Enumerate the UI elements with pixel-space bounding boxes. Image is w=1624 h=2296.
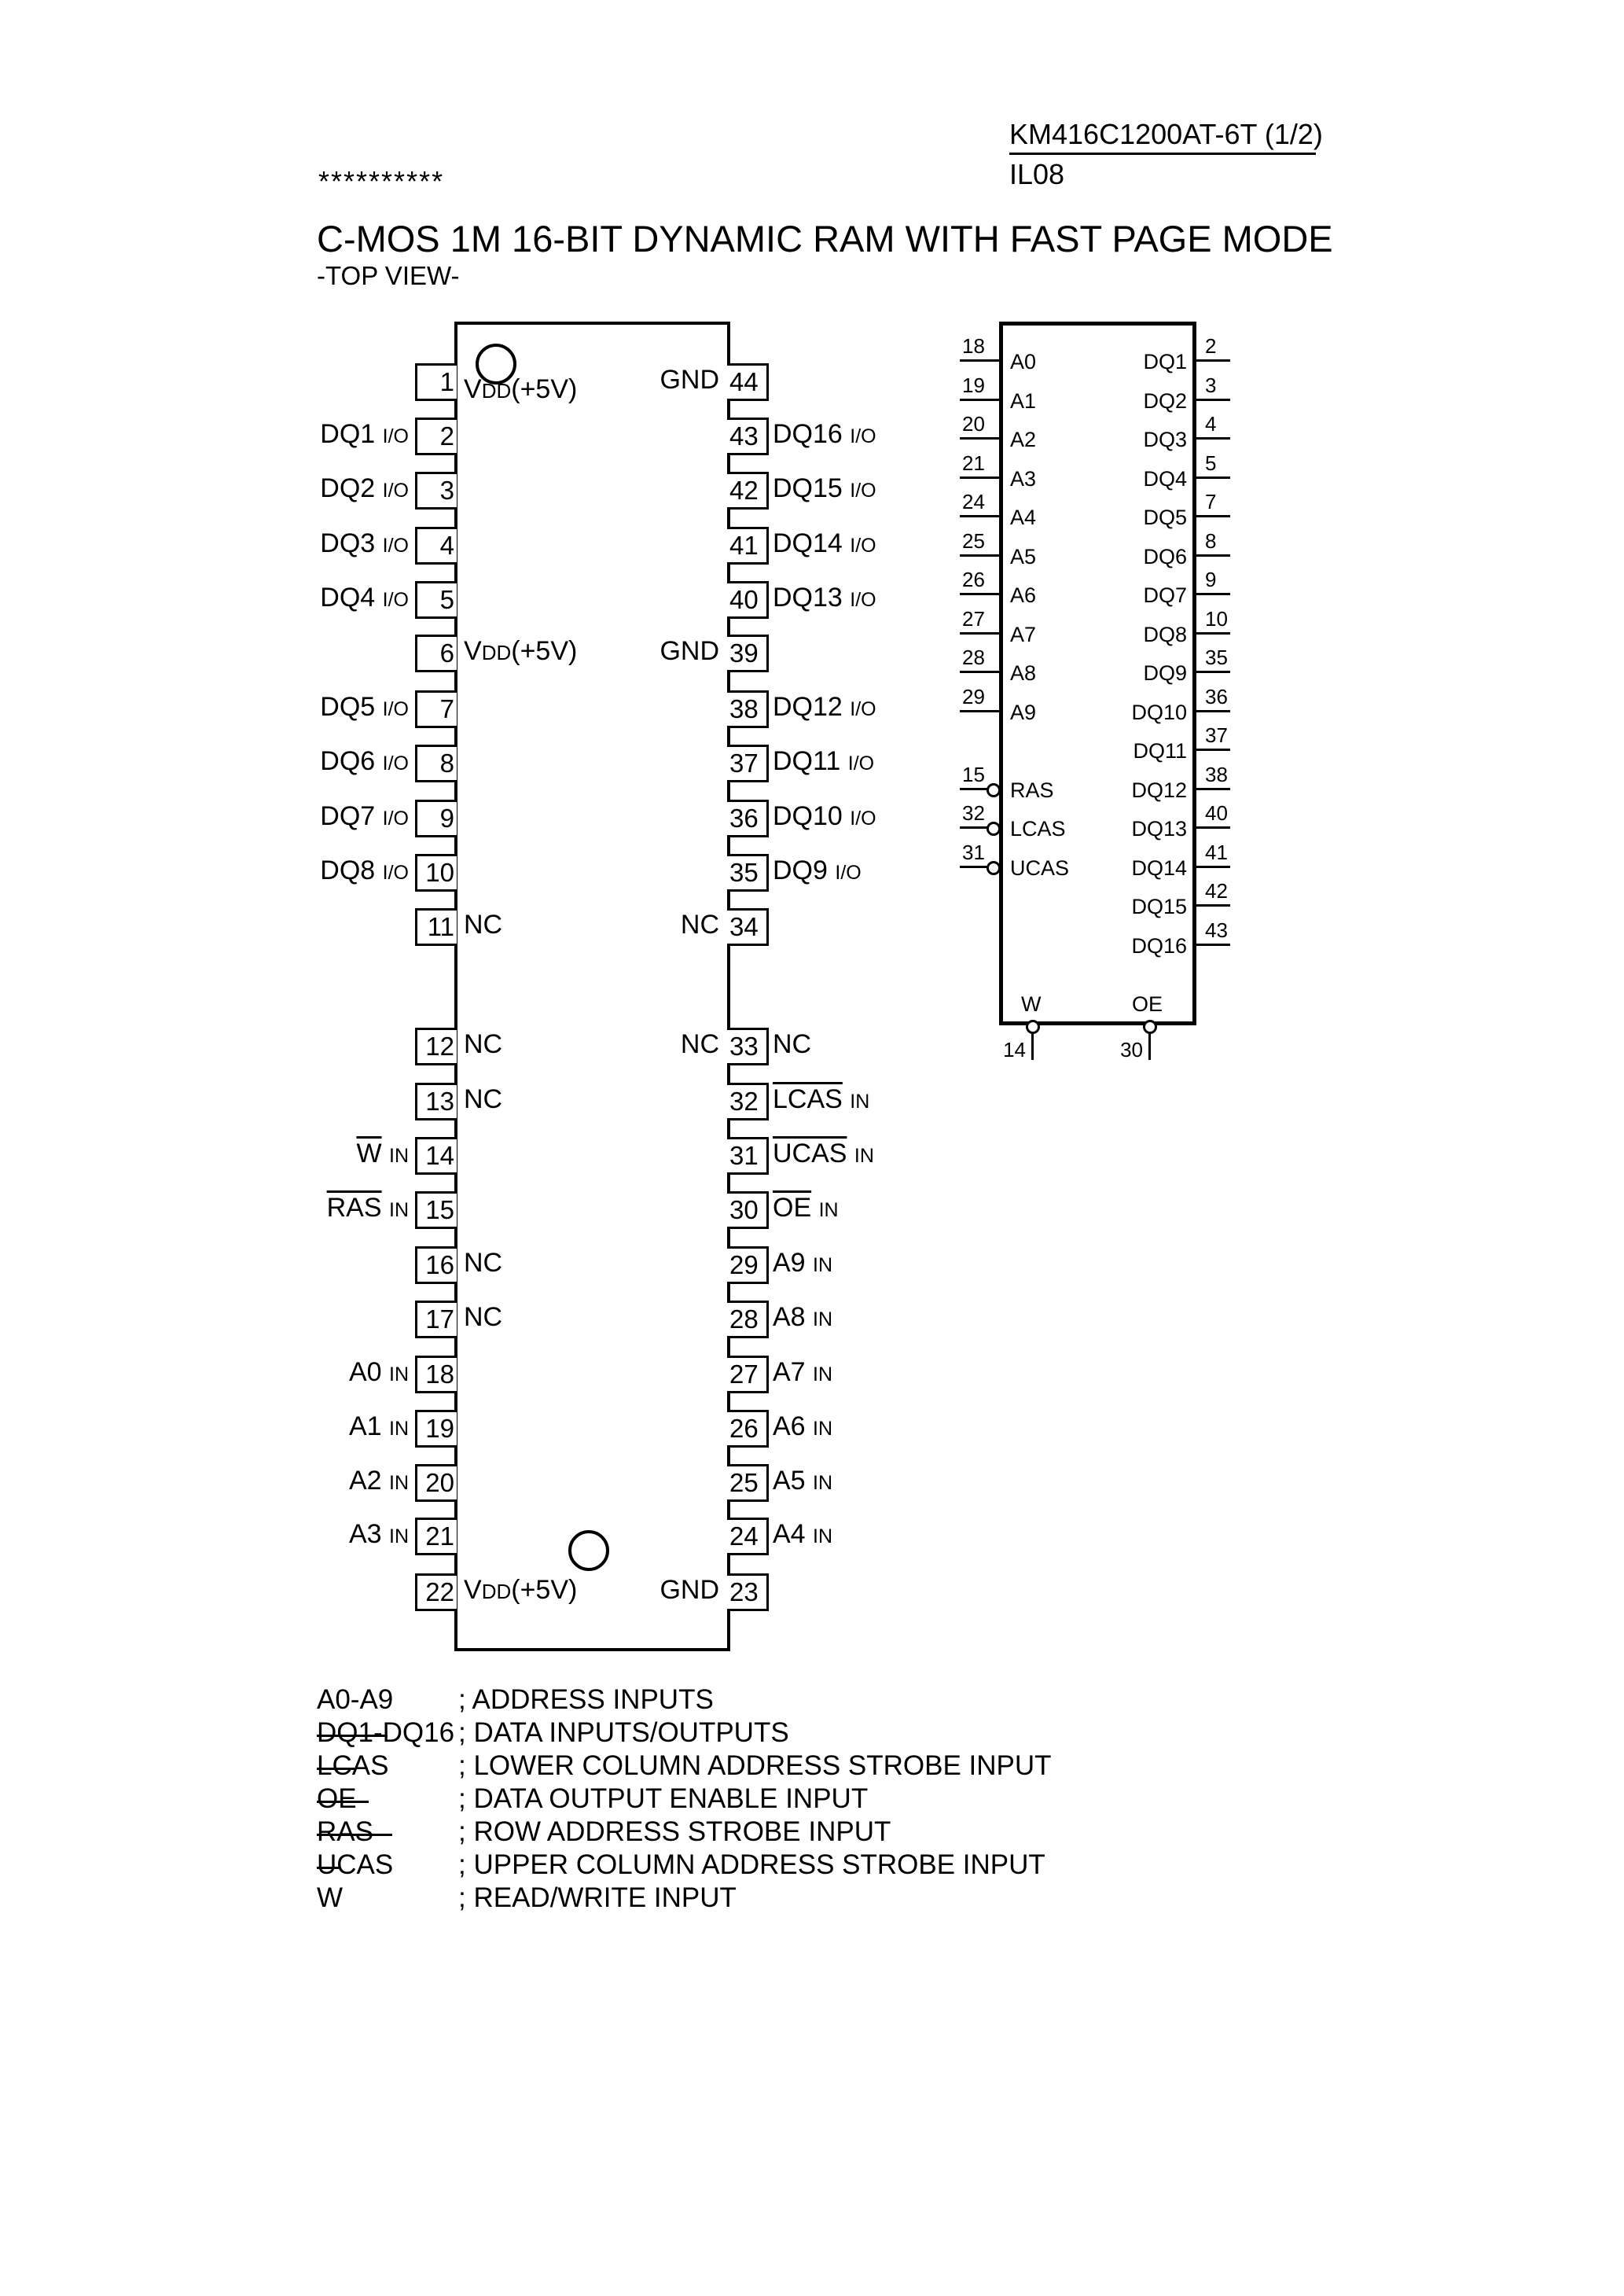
pin-18-box: 18 <box>415 1356 457 1393</box>
package-body <box>454 322 730 1651</box>
pin-direction: I/O <box>850 808 876 830</box>
left-pin-number: 25 <box>962 529 985 553</box>
pin-22-box: 22 <box>415 1573 457 1611</box>
right-pin-number: 5 <box>1205 451 1217 475</box>
left-signal-name: A9 <box>1010 701 1037 724</box>
view-subtitle: -TOP VIEW- <box>317 261 460 290</box>
right-signal-name: DQ16 <box>1131 934 1187 958</box>
legend-symbol: RAS <box>317 1816 373 1847</box>
pin-13-internal-label: NC <box>464 1084 503 1114</box>
right-pin-line-35 <box>1192 671 1230 673</box>
left-signal-name: A2 <box>1010 428 1037 451</box>
pin-direction: IN <box>818 1199 839 1221</box>
right-pin-number: 35 <box>1205 646 1228 669</box>
pin-signal-name: A0 <box>348 1357 382 1387</box>
pin-6-box: 6 <box>415 635 457 672</box>
pin-direction: IN <box>850 1091 870 1113</box>
legend-row <box>317 1683 1260 1716</box>
vdd-v: V <box>464 636 482 666</box>
legend-symbol: OE <box>317 1783 357 1814</box>
pin-37-label <box>773 745 874 780</box>
pin-signal-name: DQ1 <box>320 419 376 449</box>
pin-10-box: 10 <box>415 854 457 892</box>
pin-direction: IN <box>813 1308 833 1330</box>
left-signal-name: A0 <box>1010 350 1037 373</box>
active-low-overline <box>317 1768 355 1770</box>
pin-21-box: 21 <box>415 1518 457 1555</box>
left-pin-number: 29 <box>962 685 985 708</box>
left-pin-line-28 <box>960 671 999 673</box>
right-signal-name: DQ1 <box>1143 350 1187 373</box>
pin-signal-name: DQ8 <box>320 855 376 885</box>
pin-signal-name: $\overline{RAS}$ <box>326 1193 382 1223</box>
pin-30-label <box>773 1191 839 1227</box>
pin-3-box: 3 <box>415 472 457 510</box>
pin-direction: IN <box>813 1363 833 1385</box>
right-pin-line-43 <box>1192 944 1230 946</box>
pin-44-internal-label: GND <box>660 365 719 395</box>
right-pin-line-41 <box>1192 866 1230 868</box>
pin-direction: IN <box>389 1418 409 1440</box>
right-pin-line-42 <box>1192 904 1230 907</box>
right-signal-name: DQ8 <box>1143 623 1187 646</box>
left-pin-number: 24 <box>962 490 985 513</box>
active-low-overline <box>317 1867 339 1869</box>
pin-signal-name: A5 <box>773 1466 806 1496</box>
pin-9-label <box>320 800 409 835</box>
legend-symbol: UCAS <box>317 1849 394 1880</box>
pin-signal-name: LCAS <box>773 1084 843 1114</box>
legend-description: ; ROW ADDRESS STROBE INPUT <box>458 1816 891 1847</box>
right-pin-number: 7 <box>1205 490 1217 513</box>
pin-15-box: 15 <box>415 1191 457 1229</box>
pin-27-label <box>773 1356 832 1391</box>
left-pin-line-18 <box>960 359 999 362</box>
bottom-pin-line-14 <box>1031 1034 1034 1060</box>
right-pin-number: 37 <box>1205 723 1228 747</box>
legend-symbol: DQ1-DQ16 <box>317 1717 455 1748</box>
right-pin-line-38 <box>1192 788 1230 790</box>
right-pin-line-3 <box>1192 399 1230 401</box>
asterisk-marker: ********** <box>318 165 445 197</box>
pin-signal-name: $\overline{OE}$ <box>773 1193 812 1223</box>
pin-28-box: 28 <box>727 1301 769 1338</box>
pin-25-box: 25 <box>727 1464 769 1502</box>
vdd-subscript: DD <box>481 641 512 664</box>
pin-40-box: 40 <box>727 581 769 619</box>
pin-5-box: 5 <box>415 581 457 619</box>
left-signal-name: LCAS <box>1010 817 1066 841</box>
right-pin-number: 2 <box>1205 334 1217 358</box>
pin-44-box: 44 <box>727 363 769 401</box>
pin-signal-name: A1 <box>348 1411 382 1441</box>
pin-31-box: 31 <box>727 1137 769 1175</box>
left-pin-line-19 <box>960 399 999 401</box>
active-low-overline <box>317 1735 388 1737</box>
pin-34-box: 34 <box>727 908 769 946</box>
pin-33-label <box>773 1028 811 1061</box>
pin-43-box: 43 <box>727 418 769 455</box>
right-pin-line-8 <box>1192 554 1230 557</box>
right-pin-line-36 <box>1192 710 1230 712</box>
right-pin-number: 10 <box>1205 607 1228 631</box>
left-pin-number: 26 <box>962 568 985 591</box>
pin-11-internal-label: NC <box>464 910 503 940</box>
left-signal-name: A7 <box>1010 623 1037 646</box>
pin-4-box: 4 <box>415 527 457 565</box>
pin-signal-name: DQ5 <box>320 692 376 722</box>
pin-signal-name: A7 <box>773 1357 806 1387</box>
pin-38-box: 38 <box>727 690 769 728</box>
right-pin-number: 40 <box>1205 801 1228 825</box>
left-signal-name: A5 <box>1010 545 1037 568</box>
pin-27-box: 27 <box>727 1356 769 1393</box>
pin-20-label <box>349 1464 409 1499</box>
bottom-pin-line-30 <box>1148 1034 1151 1060</box>
pin-direction: I/O <box>850 480 876 502</box>
left-pin-line-20 <box>960 437 999 440</box>
left-pin-number: 32 <box>962 801 985 825</box>
vdd-voltage: (+5V) <box>511 1575 578 1605</box>
pin-28-label <box>773 1301 832 1336</box>
right-pin-line-40 <box>1192 826 1230 829</box>
pin-39-box: 39 <box>727 635 769 672</box>
pin-direction: I/O <box>382 698 409 720</box>
right-signal-name: DQ4 <box>1143 467 1187 491</box>
right-signal-name: DQ5 <box>1143 506 1187 529</box>
right-signal-name: DQ14 <box>1131 856 1187 880</box>
pin-signal-name: DQ4 <box>320 583 376 613</box>
pin-direction: I/O <box>382 862 409 884</box>
right-pin-line-2 <box>1192 359 1230 362</box>
pin-25-label <box>773 1464 832 1499</box>
pin-direction: I/O <box>850 535 876 557</box>
pin-signal-name: A9 <box>773 1248 806 1278</box>
pin-9-box: 9 <box>415 800 457 837</box>
right-pin-number: 8 <box>1205 529 1217 553</box>
right-signal-name: DQ13 <box>1131 817 1187 841</box>
legend-symbol: W <box>317 1882 344 1913</box>
left-pin-line-32 <box>960 826 988 829</box>
pin-24-label <box>773 1518 832 1553</box>
pin-31-label <box>773 1137 874 1172</box>
pin-signal-name: UCAS <box>773 1139 847 1168</box>
legend-description: ; LOWER COLUMN ADDRESS STROBE INPUT <box>458 1750 1052 1781</box>
pin-35-label <box>773 854 862 889</box>
pin-7-label <box>320 690 409 726</box>
vdd-voltage: (+5V) <box>511 374 578 404</box>
right-pin-number: 9 <box>1205 568 1217 591</box>
active-low-overline <box>317 1834 392 1836</box>
pin-2-box: 2 <box>415 418 457 455</box>
left-signal-name: A4 <box>1010 506 1037 529</box>
right-pin-line-10 <box>1192 632 1230 635</box>
pin-direction: IN <box>813 1525 833 1547</box>
right-pin-number: 41 <box>1205 841 1228 864</box>
left-pin-line-15 <box>960 788 988 790</box>
pin-41-label <box>773 527 876 562</box>
right-pin-number: 3 <box>1205 373 1217 397</box>
pin-30-box: 30 <box>727 1191 769 1229</box>
right-pin-number: 4 <box>1205 412 1217 436</box>
pin-29-box: 29 <box>727 1246 769 1284</box>
left-signal-name: A8 <box>1010 661 1037 685</box>
pin-signal-name: DQ2 <box>320 473 376 503</box>
pin-24-box: 24 <box>727 1518 769 1555</box>
pin-16-box: 16 <box>415 1246 457 1284</box>
active-low-bubble-icon <box>987 783 1001 797</box>
pin-direction: IN <box>389 1199 409 1221</box>
vdd-v: V <box>464 374 482 404</box>
pin-signal-name: $\overline{W}$ <box>356 1139 382 1168</box>
legend-description: ; ADDRESS INPUTS <box>458 1684 714 1715</box>
pin-signal-name: DQ9 <box>773 855 828 885</box>
pin-42-box: 42 <box>727 472 769 510</box>
legend-symbol: A0-A9 <box>317 1684 394 1715</box>
right-signal-name: DQ15 <box>1131 895 1187 918</box>
active-low-bubble-icon <box>987 822 1001 836</box>
pin-37-box: 37 <box>727 745 769 782</box>
bottom-pin-number: 30 <box>1120 1038 1143 1062</box>
pin-8-box: 8 <box>415 745 457 782</box>
left-signal-name: A3 <box>1010 467 1037 491</box>
bottom-signal-name: OE <box>1132 992 1163 1016</box>
pin-34-internal-label: NC <box>680 910 719 940</box>
left-pin-line-24 <box>960 515 999 517</box>
active-low-bubble-icon <box>1143 1020 1157 1034</box>
pin-36-box: 36 <box>727 800 769 837</box>
pin-38-label <box>773 690 876 726</box>
pin-29-label <box>773 1246 832 1282</box>
pin-signal-name: DQ15 <box>773 473 843 503</box>
pin-36-label <box>773 800 876 835</box>
right-pin-number: 42 <box>1205 879 1228 903</box>
legend-description: ; DATA INPUTS/OUTPUTS <box>458 1717 789 1748</box>
pin-15-label <box>327 1191 409 1227</box>
pin-19-label <box>349 1410 409 1445</box>
pin-20-box: 20 <box>415 1464 457 1502</box>
pin-17-box: 17 <box>415 1301 457 1338</box>
pin-10-label <box>320 854 409 889</box>
right-signal-name: DQ11 <box>1133 739 1187 763</box>
pin-41-box: 41 <box>727 527 769 565</box>
pin-1-box: 1 <box>415 363 457 401</box>
pin-22-internal-label <box>464 1573 577 1608</box>
vdd-v: V <box>464 1575 482 1605</box>
left-pin-number: 20 <box>962 412 985 436</box>
pin-signal-name: DQ13 <box>773 583 843 613</box>
right-pin-number: 36 <box>1205 685 1228 708</box>
pin-direction: I/O <box>382 535 409 557</box>
pin-23-internal-label: GND <box>660 1575 719 1605</box>
vdd-subscript: DD <box>481 379 512 403</box>
pin-12-internal-label: NC <box>464 1029 503 1059</box>
pin-39-internal-label: GND <box>660 636 719 666</box>
pin-signal-name: DQ6 <box>320 746 376 776</box>
left-pin-number: 27 <box>962 607 985 631</box>
pin-direction: I/O <box>850 698 876 720</box>
pin-18-label <box>349 1356 409 1391</box>
pin-direction: IN <box>389 1472 409 1494</box>
pin-signal-name: DQ3 <box>320 528 376 558</box>
pin-direction: IN <box>854 1145 874 1167</box>
right-pin-line-5 <box>1192 476 1230 479</box>
pin-signal-name: A6 <box>773 1411 806 1441</box>
left-pin-line-27 <box>960 632 999 635</box>
pin-42-label <box>773 472 876 507</box>
pin-23-box: 23 <box>727 1573 769 1611</box>
pin-32-box: 32 <box>727 1083 769 1120</box>
pin-14-label <box>356 1137 409 1172</box>
pin-direction: IN <box>813 1254 833 1276</box>
pin-11-box: 11 <box>415 908 457 946</box>
left-signal-name: A1 <box>1010 389 1037 413</box>
left-pin-line-25 <box>960 554 999 557</box>
left-signal-name: RAS <box>1010 778 1054 802</box>
pin-signal-name: A4 <box>773 1519 806 1549</box>
right-signal-name: DQ12 <box>1131 778 1187 802</box>
right-pin-number: 38 <box>1205 763 1228 786</box>
left-pin-line-29 <box>960 710 999 712</box>
pin-14-box: 14 <box>415 1137 457 1175</box>
right-pin-line-9 <box>1192 593 1230 595</box>
legend-description: ; UPPER COLUMN ADDRESS STROBE INPUT <box>458 1849 1045 1880</box>
pin-direction: IN <box>813 1418 833 1440</box>
pin-signal-name: DQ14 <box>773 528 843 558</box>
pin-direction: I/O <box>382 589 409 611</box>
pin-signal-name: DQ16 <box>773 419 843 449</box>
left-pin-line-26 <box>960 593 999 595</box>
legend-row <box>317 1750 1260 1783</box>
document-code: IL08 <box>1009 158 1065 190</box>
active-low-bubble-icon <box>1026 1020 1040 1034</box>
pin-17-internal-label: NC <box>464 1302 503 1332</box>
pin-19-box: 19 <box>415 1410 457 1448</box>
pin-4-label <box>320 527 409 562</box>
pin-signal-name: DQ10 <box>773 801 843 831</box>
left-pin-number: 19 <box>962 373 985 397</box>
pin-43-label <box>773 418 876 453</box>
pin-12-box: 12 <box>415 1028 457 1065</box>
right-pin-number: 43 <box>1205 918 1228 942</box>
legend-row <box>317 1849 1260 1882</box>
pin-32-label <box>773 1083 869 1118</box>
right-pin-line-4 <box>1192 437 1230 440</box>
pin-direction: I/O <box>382 752 409 775</box>
legend-description: ; READ/WRITE INPUT <box>458 1882 737 1913</box>
pin-7-box: 7 <box>415 690 457 728</box>
pin-33-box: 33 <box>727 1028 769 1065</box>
pin-16-internal-label: NC <box>464 1248 503 1278</box>
pin-1-internal-label <box>464 373 577 407</box>
left-pin-number: 21 <box>962 451 985 475</box>
pin-21-label <box>349 1518 409 1553</box>
pin-signal-name: DQ11 <box>773 746 841 776</box>
index-mark-bottom-icon <box>568 1530 609 1571</box>
right-signal-name: DQ6 <box>1143 545 1187 568</box>
pin-13-box: 13 <box>415 1083 457 1120</box>
left-signal-name: UCAS <box>1010 856 1070 880</box>
legend-row <box>317 1882 1260 1915</box>
pin-26-box: 26 <box>727 1410 769 1448</box>
pin-direction: I/O <box>847 752 875 775</box>
right-signal-name: DQ3 <box>1143 428 1187 451</box>
left-pin-number: 15 <box>962 763 985 786</box>
active-low-bubble-icon <box>987 861 1001 875</box>
right-signal-name: DQ10 <box>1131 701 1187 724</box>
pin-direction: I/O <box>850 425 876 447</box>
pin-40-label <box>773 581 876 616</box>
pin-35-box: 35 <box>727 854 769 892</box>
page-title: C-MOS 1M 16-BIT DYNAMIC RAM WITH FAST PAGE MODE <box>317 218 1333 259</box>
legend-symbol: LCAS <box>317 1750 389 1781</box>
pin-2-label <box>320 418 409 453</box>
right-signal-name: DQ2 <box>1143 389 1187 413</box>
right-signal-name: DQ7 <box>1143 583 1187 607</box>
pin-direction: I/O <box>850 589 876 611</box>
pin-signal-name: DQ12 <box>773 692 843 722</box>
left-pin-number: 31 <box>962 841 985 864</box>
left-pin-line-31 <box>960 866 988 868</box>
legend-row <box>317 1816 1260 1849</box>
pin-direction: IN <box>813 1472 833 1494</box>
pin-direction: I/O <box>382 480 409 502</box>
pin-direction: I/O <box>382 808 409 830</box>
pin-direction: I/O <box>835 862 862 884</box>
pin-signal-name: DQ7 <box>320 801 376 831</box>
pin-6-internal-label <box>464 635 577 669</box>
active-low-overline <box>317 1801 369 1803</box>
left-pin-line-21 <box>960 476 999 479</box>
left-signal-name: A6 <box>1010 583 1037 607</box>
right-pin-line-7 <box>1192 515 1230 517</box>
pin-signal-name: NC <box>773 1029 812 1059</box>
pin-8-label <box>320 745 409 780</box>
right-pin-line-37 <box>1192 749 1230 751</box>
vdd-voltage: (+5V) <box>511 636 578 666</box>
pin-5-label <box>320 581 409 616</box>
pin-26-label <box>773 1410 832 1445</box>
legend-row <box>317 1716 1260 1750</box>
pin-3-label <box>320 472 409 507</box>
pin-signal-name: A3 <box>348 1519 382 1549</box>
legend-row <box>317 1783 1260 1816</box>
left-pin-number: 28 <box>962 646 985 669</box>
right-signal-name: DQ9 <box>1143 661 1187 685</box>
pin-direction: I/O <box>382 425 409 447</box>
pin-direction: IN <box>389 1525 409 1547</box>
pin-direction: IN <box>389 1145 409 1167</box>
bottom-signal-name: W <box>1021 992 1042 1016</box>
bottom-pin-number: 14 <box>1003 1038 1026 1062</box>
pin-33-internal-label: NC <box>680 1029 719 1059</box>
vdd-subscript: DD <box>481 1580 512 1603</box>
legend-description: ; DATA OUTPUT ENABLE INPUT <box>458 1783 869 1814</box>
part-number: KM416C1200AT-6T (1/2) <box>1009 118 1316 155</box>
left-pin-number: 18 <box>962 334 985 358</box>
pin-signal-name: A8 <box>773 1302 806 1332</box>
pin-direction: IN <box>389 1363 409 1385</box>
pin-signal-name: A2 <box>348 1466 382 1496</box>
